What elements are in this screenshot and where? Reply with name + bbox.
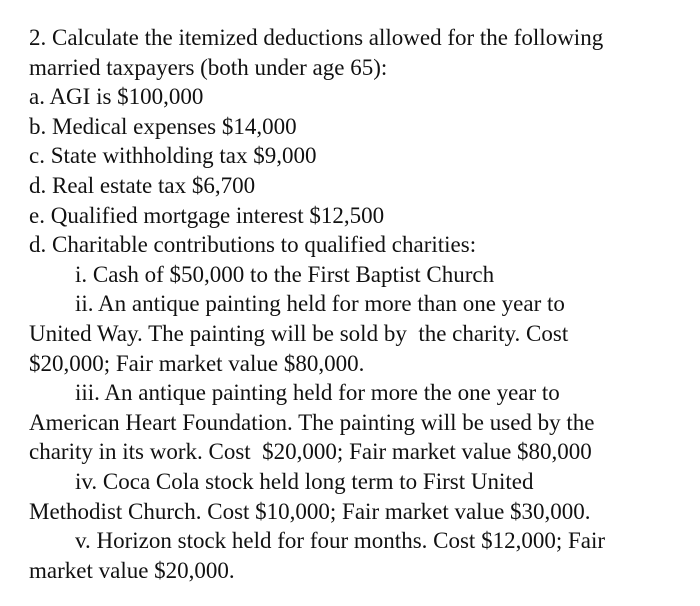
subitem-iii-line-1: iii. An antique painting held for more the one year to [75,380,560,406]
subitem-iii-line-3: charity in its work. Cost $20,000; Fair market value $80,000 [29,439,592,465]
subitem-ii-line-2: United Way. The painting will be sold by the charity. Cost [29,320,569,346]
question-text-block [29,23,689,585]
subitem-v-line-1: v. Horizon stock held for four months. Cost $12,000; Fair [75,528,606,554]
item-b-medical-expenses: b. Medical expenses $14,000 [29,113,297,139]
question-heading-line-2: married taxpayers (both under age 65): [29,54,388,80]
item-d-real-estate-tax: d. Real estate tax $6,700 [29,172,256,198]
subitem-v-line-2: market value $20,000. [29,557,235,583]
subitem-ii-line-3: $20,000; Fair market value $80,000. [29,350,365,376]
subitem-iv-line-1: iv. Coca Cola stock held long term to First United [75,468,534,494]
subitem-ii-line-1: ii. An antique painting held for more than one year to [75,291,565,317]
item-d-charitable-contributions: d. Charitable contributions to qualified charities: [29,232,477,258]
subitem-iii-line-2: American Heart Foundation. The painting will be used by the [29,409,595,435]
subitem-i-cash: i. Cash of $50,000 to the First Baptist Church [75,261,495,287]
item-c-state-withholding-tax: c. State withholding tax $9,000 [29,143,317,169]
item-a-agi: a. AGI is $100,000 [29,84,204,110]
subitem-iv-line-2: Methodist Church. Cost $10,000; Fair market value $30,000. [29,498,591,524]
question-heading-line-1: 2. Calculate the itemized deductions allowed for the following [29,25,604,50]
item-e-mortgage-interest: e. Qualified mortgage interest $12,500 [29,202,385,228]
